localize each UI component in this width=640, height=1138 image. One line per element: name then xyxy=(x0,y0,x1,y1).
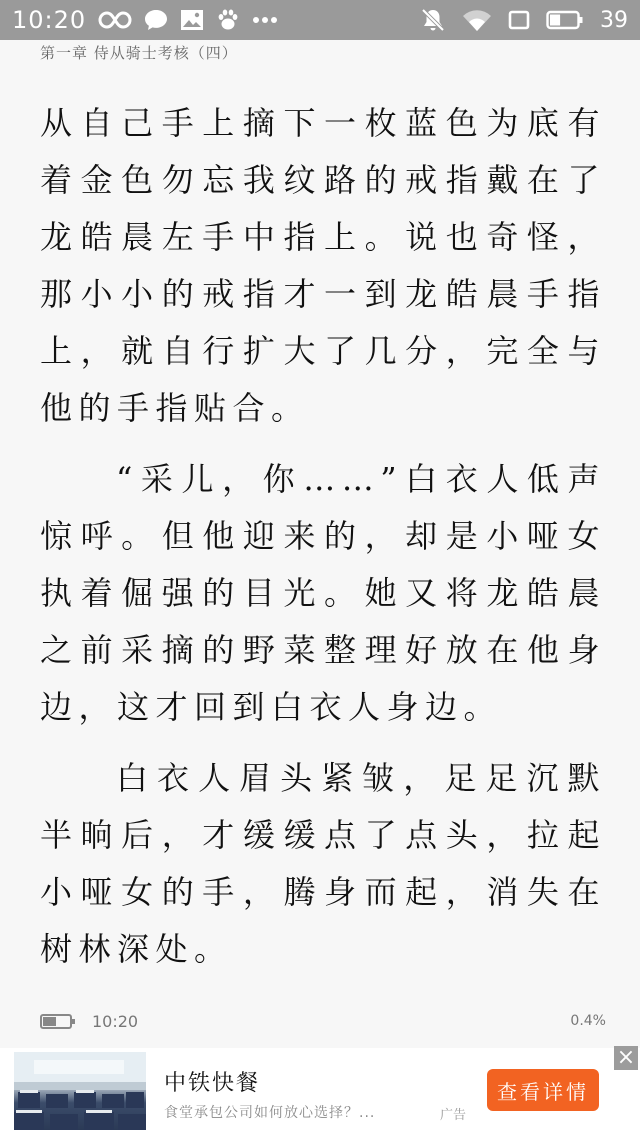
status-time: 10:20 xyxy=(12,6,87,34)
status-bar xyxy=(0,0,640,40)
footer-battery-icon xyxy=(40,1014,72,1029)
ad-close-button[interactable] xyxy=(614,1046,638,1070)
paragraph: “采儿，你……”白衣人低声惊呼。但他迎来的，却是小哑女执着倔强的目光。她又将龙皓晨之前采摘的野菜整理好放在他身边，这才回到白衣人身边。 xyxy=(40,460,606,726)
more-dots-icon xyxy=(252,16,278,24)
reader-footer xyxy=(40,1010,606,1032)
paragraph: 从自己手上摘下一枚蓝色为底有着金色勿忘我纹路的戒指戴在了龙皓晨左手中指上。说也奇怪，那小小的戒指才一到龙皓晨手指上，就自行扩大了几分，完全与他的手指贴合。 xyxy=(40,104,606,427)
chapter-title: 第一章 侍从骑士考核（四） xyxy=(40,44,238,62)
ad-thumbnail-image[interactable] xyxy=(14,1052,146,1130)
battery-level: 39 xyxy=(600,7,628,33)
ad-subtitle[interactable]: 食堂承包公司如何放心选择？... xyxy=(164,1105,376,1121)
reading-progress: 0.4% xyxy=(570,1013,606,1029)
ad-title[interactable]: 中铁快餐 xyxy=(164,1071,261,1096)
ad-label: 广告 xyxy=(440,1108,467,1123)
chat-bubble-icon xyxy=(144,9,168,31)
footer-time: 10:20 xyxy=(92,1011,139,1031)
reader-content[interactable] xyxy=(40,95,606,992)
screen-rect-icon xyxy=(508,10,530,30)
mute-bell-icon xyxy=(420,7,446,33)
view-details-button[interactable]: 查看详情 xyxy=(487,1069,599,1111)
paw-icon xyxy=(216,8,240,32)
battery-icon xyxy=(546,10,584,30)
wifi-icon xyxy=(462,9,492,31)
infinity-icon xyxy=(98,10,132,30)
close-icon: × xyxy=(616,1045,636,1070)
paragraph: 白衣人眉头紧皱，足足沉默半晌后，才缓缓点了点头，拉起小哑女的手，腾身而起，消失在树林深处。 xyxy=(40,759,606,968)
ad-banner[interactable] xyxy=(0,1045,640,1138)
image-icon xyxy=(180,9,204,31)
